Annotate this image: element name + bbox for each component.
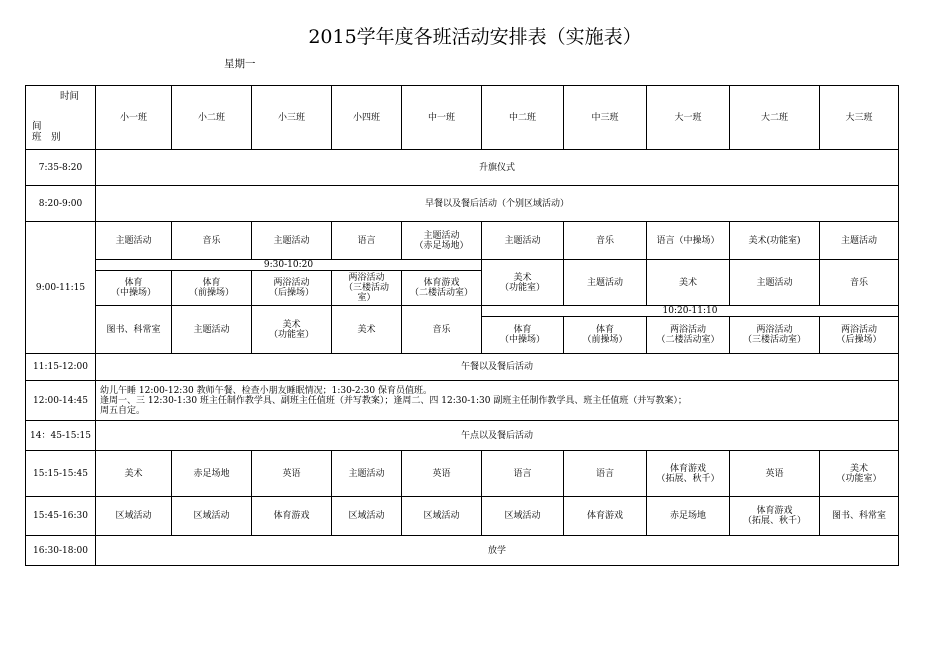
class-header: 中一班	[402, 86, 482, 150]
time-cell: 7:35-8:20	[26, 150, 96, 186]
activity-cell: 区域活动	[482, 497, 564, 536]
time-cell: 16:30-18:00	[26, 536, 96, 566]
activity-cell: 体育 （中操场）	[96, 271, 172, 306]
activity-cell: 美术 （功能室）	[252, 306, 332, 354]
activity-cell: 图书、科常室	[820, 497, 899, 536]
time-cell: 12:00-14:45	[26, 381, 96, 421]
corner-mid-label: 间	[32, 121, 42, 132]
activity-cell: 体育游戏	[252, 497, 332, 536]
activity-cell: 体育 （前操场）	[564, 317, 647, 354]
activity-cell: 主题活动	[482, 222, 564, 260]
class-header: 小二班	[172, 86, 252, 150]
class-header: 大三班	[820, 86, 899, 150]
schedule-table	[25, 85, 899, 566]
activity-cell: 体育游戏 （二楼活动室）	[402, 271, 482, 306]
activity-cell: 语言	[332, 222, 402, 260]
weekday-label: 星期一	[224, 58, 256, 70]
activity-cell: 美术	[96, 451, 172, 497]
time-cell: 14：45-15:15	[26, 421, 96, 451]
activity-cell: 主题活动	[252, 222, 332, 260]
activity-cell: 主题活动	[564, 260, 647, 306]
table-row	[26, 186, 899, 222]
activity-cell: 图书、科常室	[96, 306, 172, 354]
class-header: 大二班	[730, 86, 820, 150]
class-header: 小四班	[332, 86, 402, 150]
corner-time-label: 时间	[60, 91, 80, 102]
table-row	[26, 354, 899, 381]
time-cell: 15:15-15:45	[26, 451, 96, 497]
activity-cell: 赤足场地	[647, 497, 730, 536]
activity-cell: 体育游戏 （拓展、秋千）	[647, 451, 730, 497]
activity-cell: 主题活动	[730, 260, 820, 306]
table-row	[26, 421, 899, 451]
activity-cell: 语言	[564, 451, 647, 497]
activity-cell: 美术 （功能室）	[482, 260, 564, 306]
table-row	[26, 222, 899, 260]
activity-cell: 主题活动	[96, 222, 172, 260]
class-header: 中三班	[564, 86, 647, 150]
table-row	[26, 260, 899, 271]
corner-header	[26, 86, 96, 150]
activity-cell: 语言	[482, 451, 564, 497]
nap-note-cell: 幼儿午睡 12:00-12:30 教师午餐、检查小朋友睡眠情况；1:30-2:30 保育员值班。 逢周一、三 12:30-1:30 班主任制作教学具、副班主任值班（并写教案）；逢周二、四 12:30-1:30 副班主任制作教学具、班主任值班（并写教案）； 周五自定。	[96, 381, 899, 421]
table-row	[26, 497, 899, 536]
activity-cell: 体育游戏	[564, 497, 647, 536]
activity-cell: 两浴活动 （后操场）	[252, 271, 332, 306]
activity-cell: 主题活动 （赤足场地）	[402, 222, 482, 260]
table-row	[26, 381, 899, 421]
sub-time-cell: 9:30-10:20	[96, 260, 482, 271]
time-cell: 9:00-11:15	[26, 222, 96, 354]
activity-cell: 两浴活动 （后操场）	[820, 317, 899, 354]
time-cell: 8:20-9:00	[26, 186, 96, 222]
activity-cell: 美术	[647, 260, 730, 306]
activity-cell: 放学	[96, 536, 899, 566]
activity-cell: 区域活动	[402, 497, 482, 536]
activity-cell: 主题活动	[332, 451, 402, 497]
class-header: 小三班	[252, 86, 332, 150]
activity-cell: 午点以及餐后活动	[96, 421, 899, 451]
activity-cell: 音乐	[172, 222, 252, 260]
activity-cell: 美术(功能室)	[730, 222, 820, 260]
activity-cell: 区域活动	[96, 497, 172, 536]
page-title: 2015学年度各班活动安排表（实施表）	[308, 26, 642, 48]
sub-time-cell: 10:20-11:10	[482, 306, 899, 317]
activity-cell: 英语	[252, 451, 332, 497]
table-row	[26, 150, 899, 186]
activity-cell: 美术 （功能室）	[820, 451, 899, 497]
activity-cell: 美术	[332, 306, 402, 354]
activity-cell: 午餐以及餐后活动	[96, 354, 899, 381]
activity-cell: 区域活动	[172, 497, 252, 536]
class-header: 小一班	[96, 86, 172, 150]
table-row	[26, 306, 899, 317]
activity-cell: 主题活动	[172, 306, 252, 354]
activity-cell: 早餐以及餐后活动（个别区域活动）	[96, 186, 899, 222]
activity-cell: 音乐	[820, 260, 899, 306]
time-cell: 15:45-16:30	[26, 497, 96, 536]
activity-cell: 两浴活动 （三楼活动 室）	[332, 271, 402, 306]
activity-cell: 区域活动	[332, 497, 402, 536]
activity-cell: 体育游戏 （拓展、秋千）	[730, 497, 820, 536]
activity-cell: 升旗仪式	[96, 150, 899, 186]
activity-cell: 体育 （中操场）	[482, 317, 564, 354]
activity-cell: 语言（中操场）	[647, 222, 730, 260]
corner-class-label: 班 别	[32, 132, 61, 143]
activity-cell: 体育 （前操场）	[172, 271, 252, 306]
activity-cell: 英语	[730, 451, 820, 497]
class-header: 大一班	[647, 86, 730, 150]
table-row	[26, 536, 899, 566]
class-header: 中二班	[482, 86, 564, 150]
activity-cell: 两浴活动 （二楼活动室）	[647, 317, 730, 354]
table-row	[26, 451, 899, 497]
activity-cell: 英语	[402, 451, 482, 497]
activity-cell: 音乐	[402, 306, 482, 354]
time-cell: 11:15-12:00	[26, 354, 96, 381]
activity-cell: 赤足场地	[172, 451, 252, 497]
activity-cell: 音乐	[564, 222, 647, 260]
activity-cell: 两浴活动 （三楼活动室）	[730, 317, 820, 354]
header-row	[26, 86, 899, 150]
activity-cell: 主题活动	[820, 222, 899, 260]
